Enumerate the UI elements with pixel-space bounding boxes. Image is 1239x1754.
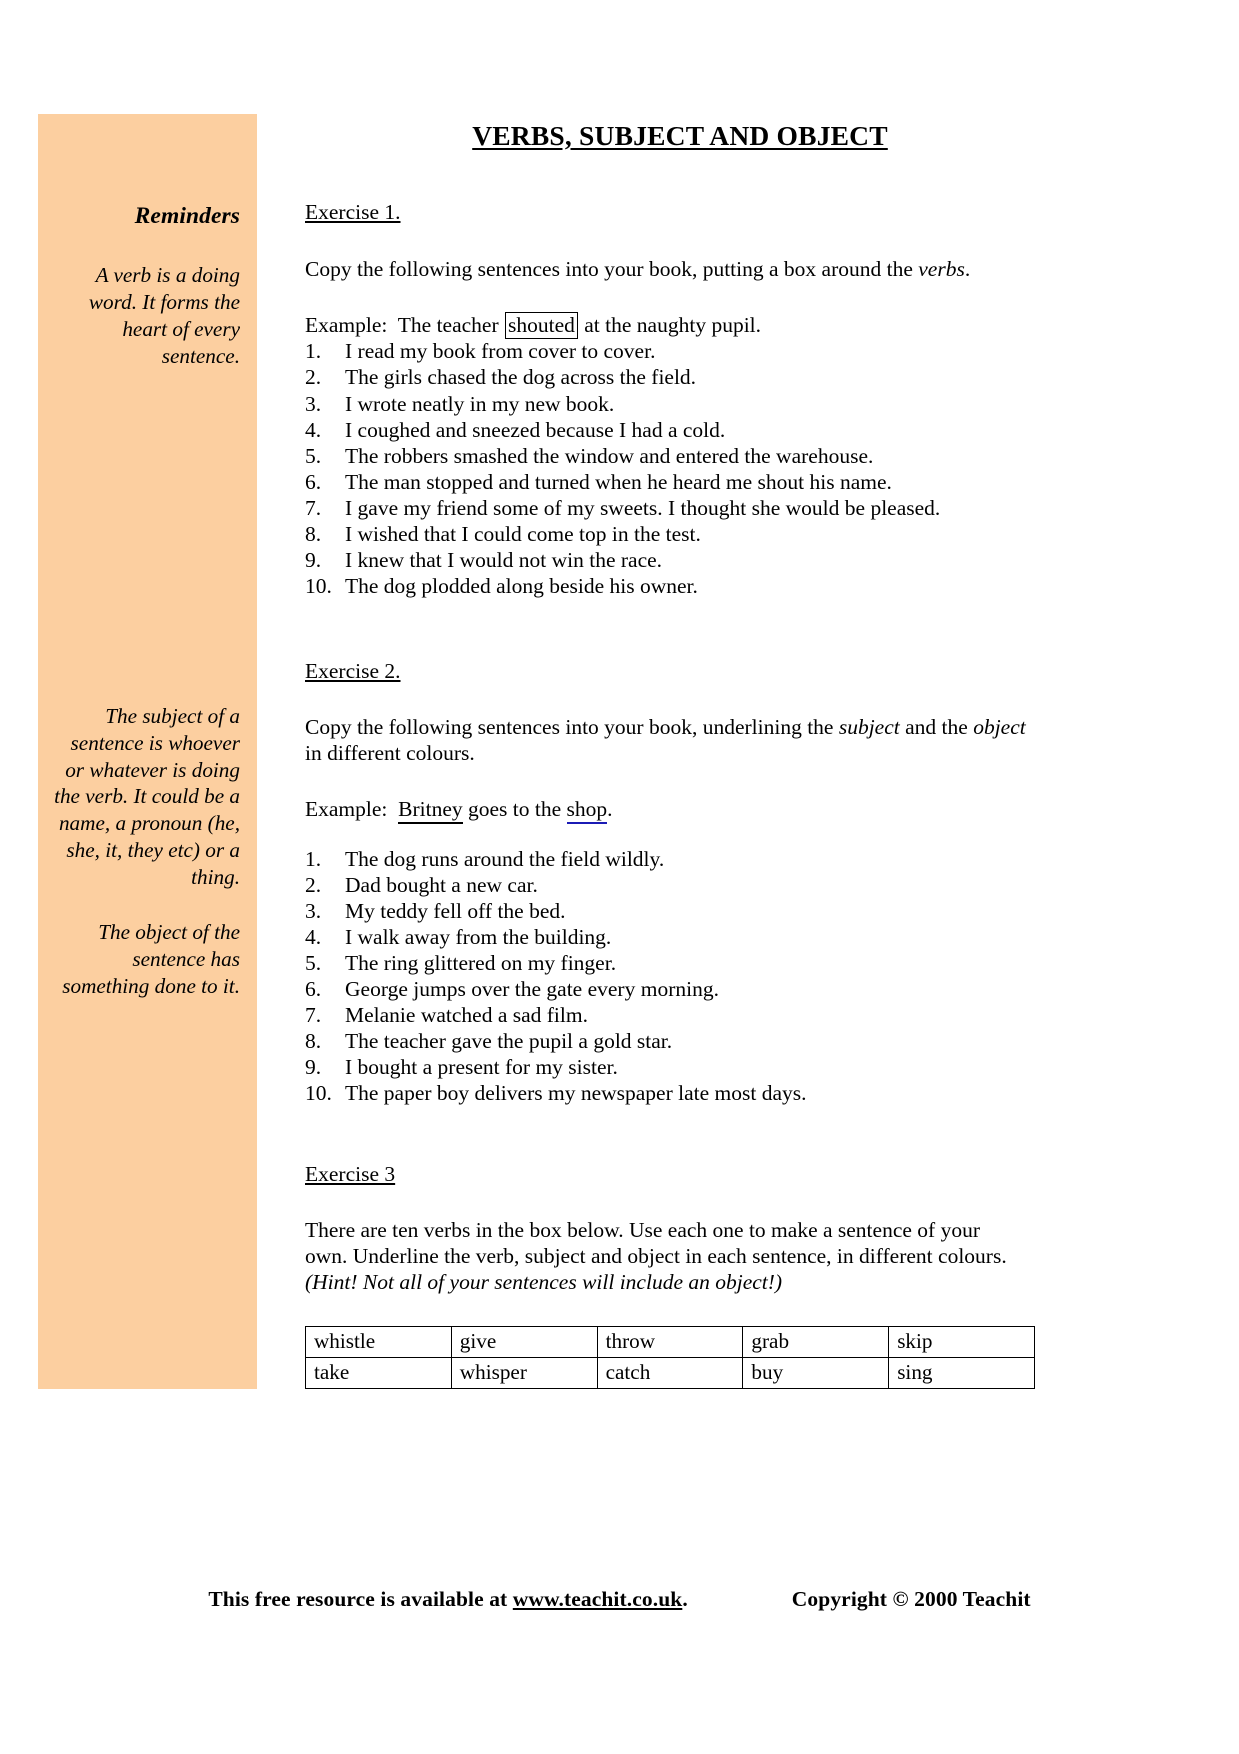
list-item-text: The man stopped and turned when he heard me shout his name. (345, 469, 892, 494)
list-item (305, 521, 1045, 547)
list-item (305, 872, 1045, 898)
list-item (305, 976, 1045, 1002)
list-item-number: 5. (305, 443, 322, 468)
list-item (305, 338, 1045, 364)
reminder-subject-definition: The subject of a sentence is whoever or whatever is doing the verb. It could be a name, a pronoun (he, she, it, they etc) or a thing. (54, 703, 240, 890)
list-item (305, 391, 1045, 417)
exercise-1-example-pre: The teacher (397, 313, 499, 338)
verb-cell: grab (743, 1326, 889, 1357)
list-item-number: 10. (305, 573, 332, 598)
exercise-1-heading-text: Exercise 1. (305, 200, 401, 224)
exercise-1-example-boxed-verb: shouted (505, 312, 578, 339)
list-item (305, 547, 1045, 573)
list-item-number: 5. (305, 950, 322, 975)
footer-resource-notice (208, 1587, 687, 1612)
exercise-3-heading-text: Exercise 3 (305, 1162, 396, 1187)
exercise-2-instruction-pre: Copy the following sentences into your book, underlining the (305, 714, 839, 739)
verb-cell: whistle (306, 1326, 452, 1357)
list-item-number: 6. (305, 469, 322, 494)
list-item-text: I wished that I could come top in the test. (345, 521, 701, 546)
verb-cell: sing (889, 1358, 1035, 1389)
exercise-1-instruction-pre: Copy the following sentences into your book, putting a box around the (305, 257, 919, 281)
list-item (305, 924, 1045, 950)
list-item-text: The ring glittered on my finger. (345, 950, 617, 975)
list-item-number: 7. (305, 1002, 322, 1027)
exercise-2-sentence-list (305, 846, 1045, 1106)
list-item (305, 364, 1045, 390)
reminders-sidebar (38, 114, 257, 1389)
verb-cell: whisper (451, 1358, 597, 1389)
list-item-text: The teacher gave the pupil a gold star. (345, 1028, 673, 1053)
list-item (305, 898, 1045, 924)
list-item-number: 3. (305, 898, 322, 923)
verb-cell: give (451, 1326, 597, 1357)
verb-cell: buy (743, 1358, 889, 1389)
list-item-text: I wrote neatly in my new book. (345, 391, 615, 416)
verb-cell: skip (889, 1326, 1035, 1357)
exercise-2-instruction-mid: and the (899, 714, 974, 739)
verb-cell: catch (597, 1358, 743, 1389)
list-item-text: The robbers smashed the window and entered the warehouse. (345, 443, 874, 468)
list-item-text: I walk away from the building. (345, 924, 612, 949)
list-item (305, 573, 1045, 599)
exercise-3-instruction-line-1: There are ten verbs in the box below. Use each one to make a sentence of your (305, 1218, 980, 1243)
exercise-3-hint: (Hint! Not all of your sentences will include an object!) (305, 1270, 783, 1295)
exercise-2-example-end: . (607, 797, 613, 822)
table-row (306, 1358, 1035, 1389)
footer-resource-pre: This free resource is available at (208, 1587, 513, 1611)
list-item-text: The girls chased the dog across the field. (345, 365, 697, 390)
exercise-3-instruction-line-2: own. Underline the verb, subject and object in each sentence, in different colours. (305, 1244, 1007, 1269)
list-item-text: Dad bought a new car. (345, 872, 538, 897)
exercise-2-instruction (305, 714, 1045, 766)
exercise-2-instruction-italic-subject: subject (838, 714, 900, 739)
list-item (305, 1080, 1045, 1106)
reminders-heading: Reminders (134, 203, 240, 229)
list-item-number: 2. (305, 872, 322, 897)
verb-bank-table (305, 1326, 1035, 1390)
reminder-object-definition: The object of the sentence has something done to it. (62, 920, 240, 998)
list-item-text: I knew that I would not win the race. (345, 547, 663, 572)
exercise-1-heading (305, 200, 1045, 225)
list-item (305, 950, 1045, 976)
list-item-number: 4. (305, 924, 322, 949)
list-item-text: I bought a present for my sister. (345, 1054, 618, 1079)
table-row (306, 1326, 1035, 1357)
exercise-1-sentence-list (305, 338, 1045, 598)
list-item-text: I coughed and sneezed because I had a cold. (345, 417, 726, 442)
exercise-2-heading (305, 659, 1045, 684)
list-item-text: I read my book from cover to cover. (345, 339, 656, 364)
exercise-2-heading-text: Exercise 2. (305, 658, 401, 683)
list-item (305, 1028, 1045, 1054)
list-item-number: 2. (305, 365, 322, 390)
exercise-1-example-post: at the naughty pupil. (584, 313, 762, 338)
list-item-number: 3. (305, 391, 322, 416)
list-item-number: 8. (305, 1028, 322, 1053)
list-item-number: 8. (305, 521, 322, 546)
footer-url[interactable]: www.teachit.co.uk (512, 1587, 683, 1611)
list-item-text: George jumps over the gate every morning. (345, 976, 719, 1001)
verb-cell: throw (597, 1326, 743, 1357)
list-item-text: Melanie watched a sad film. (345, 1002, 588, 1027)
exercise-1-instruction (305, 256, 1045, 282)
exercise-2-example-object: shop (567, 797, 608, 824)
exercise-2-example-subject: Britney (398, 797, 463, 824)
list-item-number: 9. (305, 547, 322, 572)
exercise-2-example-mid: goes to the (468, 797, 562, 822)
list-item-number: 4. (305, 417, 322, 442)
exercise-2-instruction-italic-object: object (973, 714, 1026, 739)
list-item (305, 417, 1045, 443)
exercise-2-instruction-post: in different colours. (305, 741, 475, 766)
list-item-text: My teddy fell off the bed. (345, 898, 566, 923)
list-item (305, 443, 1045, 469)
list-item-text: The dog plodded along beside his owner. (345, 573, 698, 598)
exercise-2-example-label: Example: (305, 797, 388, 822)
worksheet-content (305, 114, 1045, 1389)
list-item (305, 1002, 1045, 1028)
exercise-1-instruction-italic: verbs (918, 257, 965, 281)
page-footer (0, 1587, 1239, 1612)
exercise-1-example (305, 312, 1045, 338)
list-item-number: 9. (305, 1054, 322, 1079)
list-item-number: 1. (305, 339, 322, 364)
footer-copyright: Copyright © 2000 Teachit (791, 1587, 1031, 1611)
page-title: VERBS, SUBJECT AND OBJECT (472, 120, 888, 151)
exercise-1-example-label: Example: (305, 313, 388, 338)
list-item-number: 6. (305, 976, 322, 1001)
list-item (305, 846, 1045, 872)
footer-resource-post: . (682, 1587, 688, 1611)
list-item (305, 1054, 1045, 1080)
list-item-text: The dog runs around the field wildly. (345, 846, 665, 871)
list-item-text: The paper boy delivers my newspaper late most days. (345, 1080, 807, 1105)
list-item-number: 7. (305, 495, 322, 520)
verb-cell: take (306, 1358, 452, 1389)
list-item-number: 1. (305, 846, 322, 871)
exercise-1-instruction-post: . (964, 257, 971, 281)
list-item-text: I gave my friend some of my sweets. I thought she would be pleased. (345, 495, 941, 520)
exercise-2-example (305, 796, 1045, 822)
list-item (305, 495, 1045, 521)
list-item-number: 10. (305, 1080, 332, 1105)
exercise-3-heading (305, 1162, 1045, 1187)
list-item (305, 469, 1045, 495)
reminder-verb-definition: A verb is a doing word. It forms the heart of every sentence. (88, 263, 240, 368)
